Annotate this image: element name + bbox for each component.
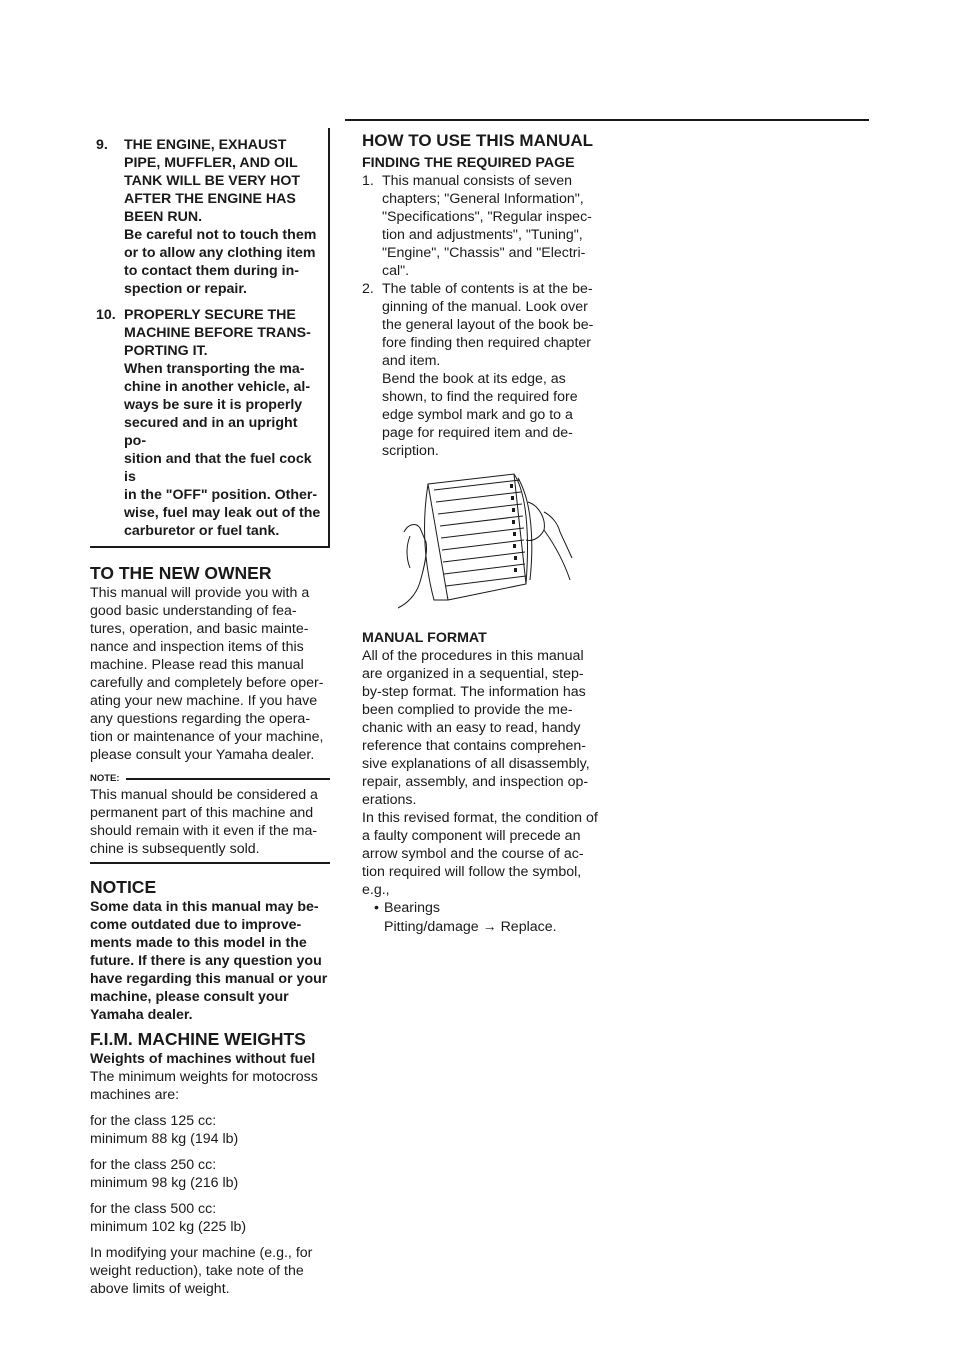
warning-item-text: THE ENGINE, EXHAUST PIPE, MUFFLER, AND OIL TANK WILL BE VERY HOT AFTER THE ENGINE HAS BEEN RUN. Be careful not to touch them or to allow any clothing item to contact them during in- spection or repair. (124, 137, 317, 297)
list-item-number: 1. (362, 173, 374, 189)
list-item-number: 2. (362, 281, 374, 297)
warning-item-9 (96, 136, 322, 298)
how-to-title: HOW TO USE THIS MANUAL (362, 131, 594, 150)
fim-subtitle: Weights of machines without fuel (90, 1051, 316, 1067)
note-label: NOTE: (90, 773, 120, 784)
list-item-text: This manual consists of seven chapters; "General Information", "Specifications", "Regular inspec- tion and adjustments", "Tuning", "Engine", "Chassis" and "Electri- cal". (382, 173, 592, 279)
left-column (90, 128, 330, 1298)
new-owner-body: This manual will provide you with a good basic understanding of fea- tures, operation, and basic mainte- nance and inspection items of this machine. Please read this manual carefully and completely before oper- ating your new machine. If you have any questions regarding the opera- tion or maintenance of your machine, please consult your Yamaha dealer. (90, 585, 324, 763)
bullet-item: Bearings (384, 900, 440, 916)
fim-class-125: for the class 125 cc: minimum 88 kg (194 lb) (90, 1113, 239, 1147)
fim-class-500: for the class 500 cc: minimum 102 kg (225 lb) (90, 1201, 247, 1235)
fim-title: F.I.M. MACHINE WEIGHTS (90, 1029, 306, 1049)
list-item (362, 172, 612, 280)
fim-outro: In modifying your machine (e.g., for weight reduction), take note of the above limits of weight. (90, 1245, 313, 1297)
list-item-text: The table of contents is at the be- ginning of the manual. Look over the general layout of the book be- fore finding then required chapter and item. Bend the book at its edge, as shown, to find the required fore edge symbol mark and go to a page for required item and de- scription. (382, 281, 594, 459)
warning-item-10 (96, 306, 322, 540)
note-block (90, 772, 330, 864)
bullet-condition: Pitting/damage (384, 919, 479, 935)
fim-intro: The minimum weights for motocross machines are: (90, 1069, 318, 1103)
bullet-symbol: • (374, 900, 379, 916)
notice-title: NOTICE (90, 877, 157, 897)
warning-item-number: 9. (96, 137, 108, 153)
bullet-action: Replace. (500, 919, 557, 935)
warning-box (90, 128, 330, 548)
fim-class-250: for the class 250 cc: minimum 98 kg (216 lb) (90, 1157, 239, 1191)
list-item (362, 280, 612, 460)
arrow-icon: → (482, 918, 497, 934)
new-owner-title: TO THE NEW OWNER (90, 563, 272, 583)
note-divider (126, 778, 330, 780)
note-text: This manual should be considered a permanent part of this machine and should remain with it even if the ma- chine is subsequently sold. (90, 787, 318, 857)
top-rule (345, 119, 869, 121)
format-title: MANUAL FORMAT (362, 630, 487, 646)
warning-item-text: PROPERLY SECURE THE MACHINE BEFORE TRANS- PORTING IT. When transporting the ma- chine in another vehicle, al- ways be sure it is properly secured and in an upright po- sition and that the fuel cock is in the "OFF" position. Other- wise, fuel may leak out of the carburetor or fuel tank. (124, 307, 321, 539)
warning-item-number: 10. (96, 307, 116, 323)
book-edge-illustration (394, 472, 574, 614)
finding-title: FINDING THE REQUIRED PAGE (362, 155, 575, 171)
right-column (362, 128, 612, 936)
notice-text: Some data in this manual may be- come outdated due to improve- ments made to this model in the future. If there is any question you have regarding this manual or your machine, please consult your Yamaha dealer. (90, 899, 328, 1023)
format-body: All of the procedures in this manual are organized in a sequential, step- by-step format. The information has been complied to provide the me- chanic with an easy to read, handy reference that contains comprehen- sive explanations of all disassembly, repair, assembly, and inspection op- erations. In this revised format, the condition of a faulty component will precede an arrow symbol and the course of ac- tion required will follow the symbol, e.g., (362, 648, 598, 898)
example-bullet (362, 899, 612, 936)
